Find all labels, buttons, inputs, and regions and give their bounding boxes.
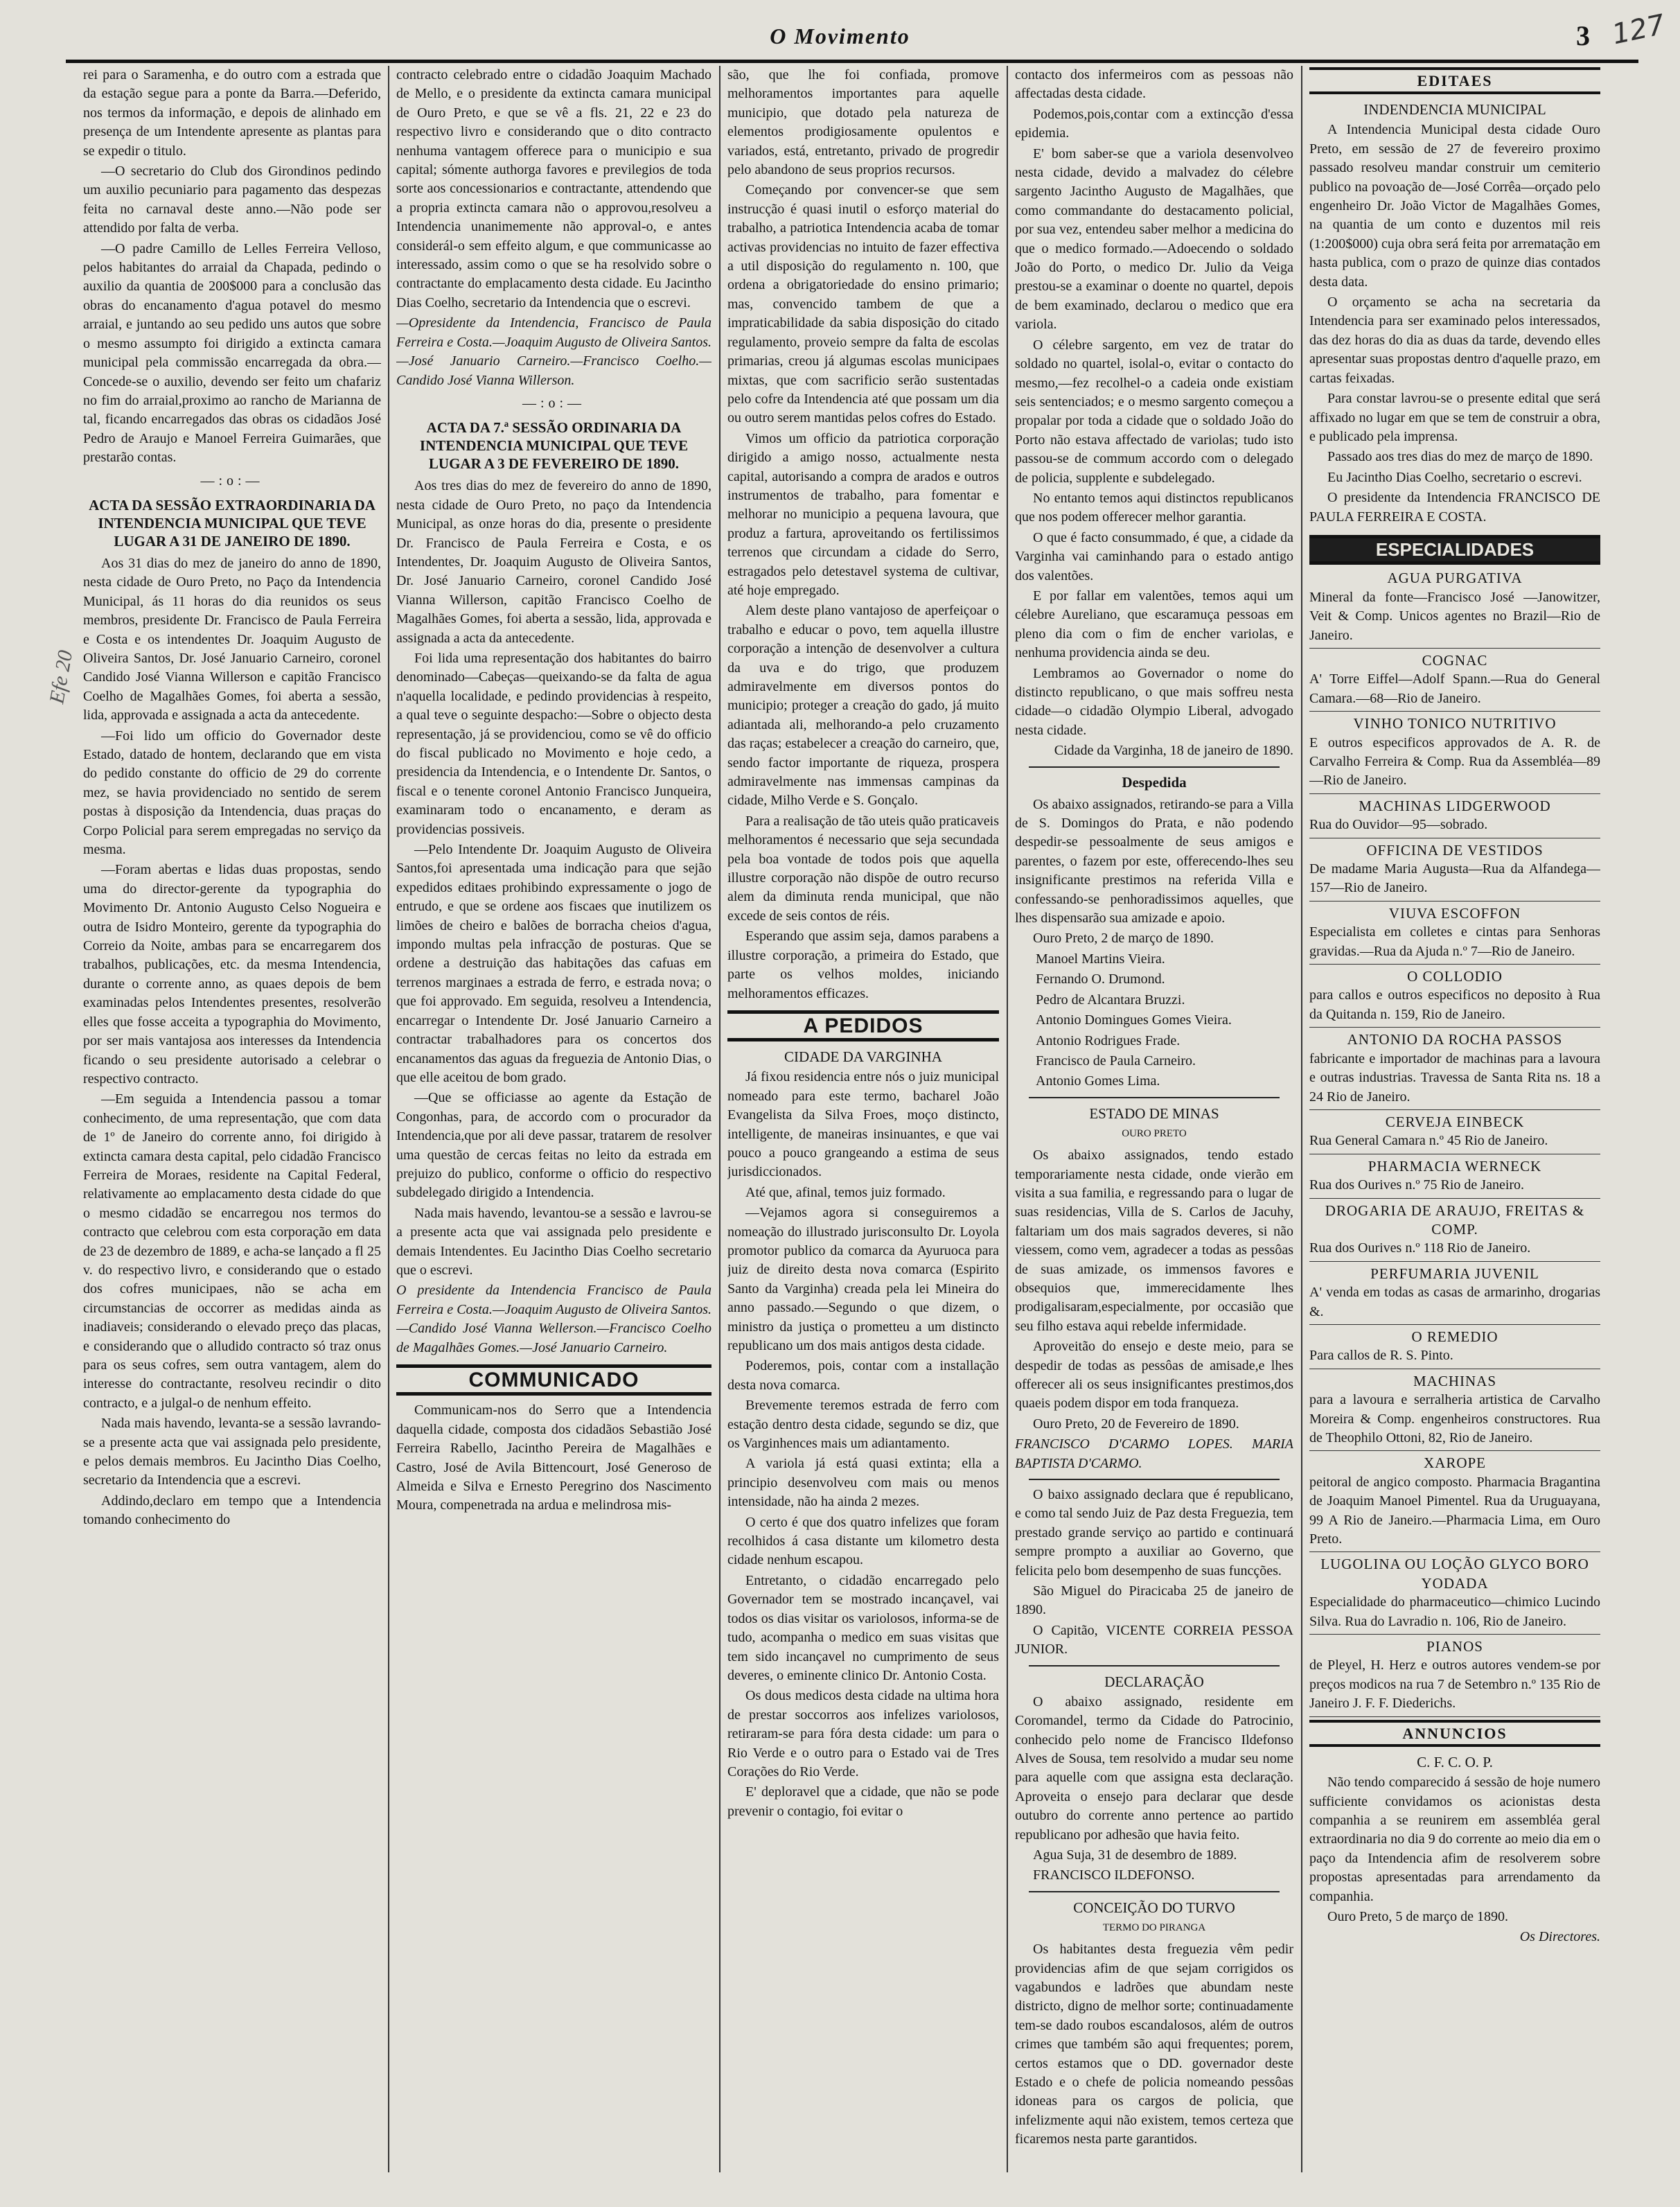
article-heading: CONCEIÇÃO DO TURVO [1073,1899,1235,1916]
ad-body: para callos e outros especificos no deposito à Rua da Quitanda n. 159, Rio de Janeiro. [1309,987,1600,1022]
article-paragraph: E por fallar em valentões, temos aqui um célebre Aureliano, que escaramuça pessoas em pleno dia com o fim de encher variolas, e nenhuma providencia ainda se deu. [1015,588,1293,661]
dateline: Agua Suja, 31 de desembro de 1889. [1033,1847,1237,1863]
advertisement [1309,1157,1600,1199]
dateline: Cidade da Varginha, 18 de janeiro de 1890. [1054,743,1293,759]
article-paragraph: A variola já está quasi extinta; ella a principio desenvolveu com mais ou menos intensidade, não ha ainda 2 mezes. [727,1456,999,1510]
margin-handwriting: Efe 20 [45,648,78,705]
article-paragraph: E' bom saber-se que a variola desenvolveo nesta cidade, devido a malvadez do célebre sargento Jacintho Augusto de Magalhães, que como commandante do destacamento policial, por sua vez, entendeu saber melhor a medicina do que o medico formado.—Adoecendo o soldado João do Porto, o medico Dr. Julio da Veiga prestou-se a examinar o doente no quartel, depois de bem examinado, declarou o medico que era variola. [1015,146,1293,333]
dateline: São Miguel do Piracicaba 25 de janeiro de 1890. [1015,1583,1293,1618]
article-paragraph: Passado aos tres dias do mez de março de 1890. [1327,449,1593,465]
column-1 [83,66,381,2179]
ad-title: MACHINAS LIDGERWOOD [1359,797,1551,814]
article-paragraph: Já fixou residencia entre nós o juiz municipal nomeado para este termo, bacharel João Evangelista da Silva Froes, moço distincto, intelligente, de maneiras insinuantes, e que vai pouco a pouco grangeando a estima de seus jurisdiccionados. [727,1069,999,1180]
column-4 [1015,66,1293,2179]
dateline: Ouro Preto, 20 de Fevereiro de 1890. [1033,1416,1239,1432]
article-heading: ESTADO DE MINAS [1089,1105,1219,1122]
article-paragraph: O abaixo assignado, residente em Coromandel, termo da Cidade do Patrocinio, conhecido pelo nome de Francisco Ildefonso Alves de Sousa, tem resolvido a mudar seu nome para aquelle com que assigna esta declaração. Aproveita o ensejo para declarar que desde outubro do corrente anno pertence ao partido republicano por adhesão que havia feito. [1015,1694,1293,1843]
article-paragraph: No entanto temos aqui distinctos republicanos que nos podem offerecer melhor garantia. [1015,490,1293,525]
ad-title: LUGOLINA OU LOÇÃO GLYCO BORO YODADA [1320,1556,1589,1592]
column-rule [719,66,720,2172]
divider [1029,766,1280,768]
article-paragraph: Brevemente teremos estrada de ferro com estação dentro desta cidade, segundo se diz, que os Varginhences mais um adiantamento. [727,1398,999,1452]
article-paragraph: Os dous medicos desta cidade na ultima hora de prestar soccorros aos infelizes variolosos, retiraram-se para fóra desta cidade: um para o Rio Verde e o outro para o Estado vai de Tres Corações do Rio Verde. [727,1688,999,1779]
article-paragraph: O baixo assignado declara que é republicano, e como tal sendo Juiz de Paz desta Freguezia, tem prestado grande serviço ao partido e continuará sempre prompto a auxiliar ao Governo, que felicita pelo bom desempenho de suas funcções. [1015,1487,1293,1579]
article-paragraph: Entretanto, o cidadão encarregado pelo Governador tem se mostrado incançavel, vai todos os dias visitar os variolosos, informa-se de tudo, acompanha o medico em suas visitas que tem sido incançavel no cumprimento de seus deveres, o eminente clinico Dr. Antonio Costa. [727,1572,999,1683]
article-paragraph: Aproveitão do ensejo e deste meio, para se despedir de todas as pessôas de amisade,e lhes offerecer ali os seus insignificantes prestimos,dos quaeis podem dispor em toda franqueza. [1015,1339,1293,1412]
advertisement [1309,1555,1600,1635]
signatory-name: Antonio Rodrigues Frade. [1036,1032,1181,1048]
advertisement [1309,797,1600,838]
article-paragraph: —Pelo Intendente Dr. Joaquim Augusto de Oliveira Santos,foi apresentada uma indicação para que sejão expedidos editaes prohibindo expressamente o jogo de entrudo, e que se ordene aos fiscaes que inutilizem os limões de cheiro e balões de borracha cheios d'agua, impondo multas pela infracção de posturas. Que se ordene a destruição das habitações das cafuas em terrenos marginaes a estrada de ferro, e estrada nova; o que foi approvado. Em seguida, resolveu a Intendencia, encarregar o Intendente Dr. José Januario Carneiro a contractar trabalhadores para os concertos dos encanamentos das aguas da freguezia de Antonio Dias, o que elle aceitou de bom grado. [396,842,711,1085]
advertisement [1309,904,1600,965]
article-subheading: OURO PRETO [1122,1127,1187,1139]
ad-body: Rua do Ouvidor—95—sobrado. [1309,817,1488,833]
article-paragraph: —O secretario do Club dos Girondinos pedindo um auxilio pecuniario para pagamento das despezas feita no carnaval deste anno.—Não pode ser attendido por falta de verba. [83,164,381,236]
signatory-name: Antonio Gomes Lima. [1036,1073,1160,1089]
column-5 [1309,66,1600,2179]
ad-title: XAROPE [1423,1454,1486,1472]
ad-body: peitoral de angico composto. Pharmacia Bragantina de Joaquim Manoel Pimentel. Rua da Uruguayana, 99 A Rio de Janeiro.—Pharmacia Lima, em Ouro Preto. [1309,1474,1600,1547]
ad-title: O REMEDIO [1411,1328,1498,1345]
ad-body: de Pleyel, H. Herz e outros autores vendem-se por preços modicos na rua 7 de Setembro n.º 135 Rio de Janeiro J. F. F. Diederichs. [1309,1658,1600,1712]
article-paragraph: —Foram abertas e lidas duas propostas, sendo uma do director-gerente da typographia do Movimento Dr. Antonio Augusto Celso Nogueira e outra de Isidro Monteiro, gerente da typographia do Correio da Noite, ambas para se encarregarem dos trabalhos, publicações, etc. da mesma Intendencia, durante o corrente anno, as quaes depois de bem examinadas pelos Intendentes presentes, resolverão elles que fosse acceita a typographia do Movimento, por ser mais vantajosa aos interesses da Intendencia ficando o seu presidente autorisado a celebrar o respectivo contracto. [83,862,381,1087]
article-paragraph: Para a realisação de tão uteis quão praticaveis melhoramentos é necessario que seja secundada pela boa vontade de todos pois que aquella illustre corporação não dispõe de outro recurso alem da diminuta renda municipal, que não excede de seis contos de réis. [727,813,999,924]
article-heading: C. F. C. O. P. [1417,1754,1493,1771]
advertisement [1309,1113,1600,1154]
ad-body: Para callos de R. S. Pinto. [1309,1348,1453,1364]
section-divider: —:o:— [200,473,264,489]
article-paragraph: O célebre sargento, em vez de tratar do soldado no quartel, isolal-o, evitar o contacto do mesmo,—fez recolhel-o a cadeia onde existiam seis sentenciados; e o mesmo sargento começou a propalar por toda a cidade que o soldado João do Porto não estava affectado de variolas; tudo isto passou-se de commum accordo com o delegado de policia, supplente e subdelegado. [1015,337,1293,486]
ad-body: Especialidade do pharmaceutico—chimico Lucindo Silva. Rua do Lavradio n. 106, Rio de Janeiro. [1309,1594,1600,1629]
article-paragraph: —Vejamos agora si conseguiremos a nomeação do illustrado jurisconsulto Dr. Loyola promotor publico da comarca da Ayuruoca para juiz de direito desta nova comarca (Espirito Santo da Varginha) creada pela lei Mineira do anno passado.—Segundo o que dizem, o ministro da justiça o prometteu a um distincto republicano um dos mais antigos desta cidade. [727,1205,999,1353]
ad-title: MACHINAS [1413,1372,1496,1389]
ad-body: E outros especificos approvados de A. R. de Carvalho Ferreira & Comp. Rua da Assembléa—89—Rio de Janeiro. [1309,735,1600,789]
article-paragraph: —Que se officiasse ao agente da Estação de Congonhas, para, de accordo com o procurador da Intendencia,que por ali deve passar, tratarem de resolver uma questão de cercas feitas no leito da estrada em prejuizo do publico, conforme o officio do respectivo subdelegado dirigido a Intendencia. [396,1090,711,1201]
article-heading: CIDADE DA VARGINHA [784,1048,942,1066]
article-paragraph: Eu Jacintho Dias Coelho, secretario o escrevi. [1327,469,1582,485]
ad-body: para a lavoura e serralheria artistica de Carvalho Moreira & Comp. engenheiros constructores. Rua de Theophilo Ottoni, 82, Rio de Janeiro. [1309,1392,1600,1445]
advertisement [1309,967,1600,1028]
article-paragraph: —O padre Camillo de Lelles Ferreira Velloso, pelos habitantes do arraial da Chapada, pedindo o auxilio da quantia de 200$000 para a conclusão das obras do encanamento d'agua potavel do mesmo arraial, e juntando ao seu pedido uns autos que sobre o mesmo assumpto foi dirigido a extincta camara municipal pela commissão encarregada da obra.—Concede-se o auxilio, devendo ser feito um chafariz no fim do arraial,proximo ao rancho de Marianna de tal, ficando encarregados das obras os cidadãos José Pedro de Araujo e Manoel Ferreira Guimarães, que prestarão contas. [83,240,381,466]
ad-title: ANTONIO DA ROCHA PASSOS [1347,1031,1563,1048]
signatures: —Opresidente da Intendencia, Francisco de Paula Ferreira e Costa.—Joaquim Augusto de Oliveira Santos.—José Januario Carneiro.—Francisco Coelho.—Candido José Vianna Willerson. [396,315,711,388]
advertisement [1309,1202,1600,1262]
column-rule [1301,66,1302,2172]
advertisement [1309,569,1600,649]
advertisement [1309,1328,1600,1369]
advertisement [1309,651,1600,712]
signatures: O Capitão, VICENTE CORREIA PESSOA JUNIOR. [1015,1622,1293,1658]
article-paragraph: O presidente da Intendencia FRANCISCO DE PAULA FERREIRA E COSTA. [1309,490,1600,525]
divider [1029,1479,1280,1480]
section-divider: —:o:— [522,395,586,411]
ad-title: OFFICINA DE VESTIDOS [1366,841,1544,859]
ad-title: PERFUMARIA JUVENIL [1370,1265,1539,1282]
article-paragraph: A Intendencia Municipal desta cidade Ouro Preto, em sessão de 27 de fevereiro proximo passado resolveu mandar construir um cemiterio publico na povoação de—José Corrêa—orçado pelo engenheiro Dr. João Victor de Magalhães Gomes, na quantia de um conto e duzentos mil reis (1:200$000) cuja obra será feita por arrematação em hasta publica, com o prazo de quinze dias contados desta data. [1309,122,1600,290]
column-rule [388,66,389,2172]
article-paragraph: Aos tres dias do mez de fevereiro do anno de 1890, nesta cidade de Ouro Preto, no paço da Intendencia Municipal, as onze horas do dia, presente o presidente Dr. Francisco de Paula Ferreira e Costa, e os Intendentes, Dr. Joaquim Augusto de Oliveira Santos, Dr. José Januario Carneiro, coronel Candido José Vianna Willerson, capitão Francisco Coelho de Magalhães Gomes, foi aberta a sessão, lida, approvada e assignada a acta da antecedente. [396,478,711,646]
divider [1029,1665,1280,1667]
advertisement [1309,1030,1600,1110]
article-paragraph: Começando por convencer-se que sem instrucção é quasi inutil o esforço material do trabalho, a patriotica Intendencia acaba de tomar activas providencias no intuito de fazer effectiva a util disposição do regulamento n. 100, que ordena a obrigatoriedade do ensino primario; mas, convencido tambem de que a impraticabilidade da sabia disposição do citado regulamento, proveio sempre da falta de escolas primarias, creou já algumas escolas municipaes mixtas, que com sacrificio serão sustentadas pelo cofre da Intendencia até que possam um dia ou outro serem mantidas pelos cofres do Estado. [727,182,999,426]
advertisement [1309,714,1600,794]
ad-body: Rua General Camara n.º 45 Rio de Janeiro. [1309,1133,1548,1149]
advertisement [1309,1454,1600,1552]
article-paragraph: Não tendo comparecido á sessão de hoje numero sufficiente convidamos os acionistas desta companhia a se reunirem em assembléa geral extraordinaria no dia 9 do corrente ao meio dia em o paço da Intendencia afim de resolverem sobre propostas apresentadas para arrendamento da companhia. [1309,1775,1600,1904]
ad-title: O COLLODIO [1407,968,1503,985]
advertisement [1309,1637,1600,1717]
signatures: Os Directores. [1519,1929,1600,1945]
dateline: Ouro Preto, 5 de março de 1890. [1327,1908,1509,1924]
article-subheading: TERMO DO PIRANGA [1102,1922,1206,1933]
ad-body: fabricante e importador de machinas para a lavoura e outras industrias. Travessa de Santa Rita ns. 18 a 24 Rio de Janeiro. [1309,1050,1600,1105]
column-2 [396,66,711,2179]
ad-title: PHARMACIA WERNECK [1368,1157,1542,1175]
ad-body: De madame Maria Augusta—Rua da Alfandega—157—Rio de Janeiro. [1309,861,1600,896]
article-paragraph: Addindo,declaro em tempo que a Intendencia tomando conhecimento do [83,1493,381,1528]
article-paragraph: —Em seguida a Intendencia passou a tomar conhecimento, de uma representação, que com data de 1º de Janeiro do corrente anno, foi dirigido à extincta camara desta capital, pelo cidadão Francisco Ferreira de Moraes, residente na Capital Federal, relativamente ao emplacamento desta cidade do que o mesmo cidadão se encarregou nos termos do contracto que celebrou com esta corporação em data de 23 de dezembro de 1889, e acha-se lançado a fl 25 v. do respectivo livro, e considerando que o estado dos cofres municipaes, não se acha em circumstancias de occorrer as medidas ainda as inadiaveis; considerando o elevado preço das placas, e considerando que o alludido contracto só traz onus para os seus cofres, sem outra vantagem, alem do interesse do contractante, resolveu recindir o dito contracto, e a julgal-o de nenhum effeito. [83,1091,381,1411]
signatures: FRANCISCO ILDEFONSO. [1033,1867,1195,1883]
ad-title: CERVEJA EINBECK [1385,1113,1525,1130]
ad-body: Rua dos Ourives n.º 118 Rio de Janeiro. [1309,1240,1531,1256]
newspaper-title: O Movimento [770,24,910,49]
divider [1029,1891,1280,1892]
signatory-name: Francisco de Paula Carneiro. [1036,1053,1196,1069]
article-paragraph: E' deploravel que a cidade, que não se pode prevenir o contagio, foi evitar o [727,1784,999,1819]
ad-title: COGNAC [1422,651,1488,669]
article-paragraph: O certo é que dos quatro infelizes que foram recolhidos á casa distante um kilometro desta cidade nenhum escapou. [727,1514,999,1568]
dateline: Ouro Preto, 2 de março de 1890. [1033,931,1214,947]
section-header-annuncios: ANNUNCIOS [1309,1720,1600,1747]
article-paragraph: Foi lida uma representação dos habitantes do bairro denominado—Cabeças—queixando-se da falta de agua n'aquella localidade, e pedindo providencias à respeito, a qual teve o seguinte despacho:—Sobre o objecto desta representação, já se providenciou, como se vê do officio do fiscal publicado no Movimento e hoje cedo, a presidencia da Intendencia, e o Intendente Dr. Santos, o fiscal e o tenente coronel Antonio Francisco Junqueira, examinaram todo o encanamento, e deram as providencias possiveis. [396,650,711,837]
ad-body: Rua dos Ourives n.º 75 Rio de Janeiro. [1309,1177,1525,1193]
advertisement [1309,841,1600,902]
signatures: O presidente da Intendencia Francisco de Paula Ferreira e Costa.—Joaquim Augusto de Oliveira Santos.—Candido José Vianna Wellerson.—Francisco Coelho de Magalhães Gomes.—José Januario Carneiro. [396,1283,711,1355]
signatures: FRANCISCO D'CARMO LOPES. MARIA BAPTISTA D'CARMO. [1015,1436,1293,1471]
section-header-especialidades: ESPECIALIDADES [1309,535,1600,565]
signatory-name: Manoel Martins Vieira. [1036,951,1165,967]
column-rule [1007,66,1008,2172]
article-paragraph: Esperando que assim seja, damos parabens a illustre corporação, a primeira do Estado, que parte os velhos moldes, iniciando melhoramentos efficazes. [727,929,999,1001]
article-paragraph: Podemos,pois,contar com a extincção d'essa epidemia. [1015,106,1293,141]
ad-title: VINHO TONICO NUTRITIVO [1353,715,1557,732]
article-heading: ACTA DA SESSÃO EXTRAORDINARIA DA INTENDENCIA MUNICIPAL QUE TEVE LUGAR A 31 DE JANEIRO DE 1890. [89,496,375,549]
article-paragraph: Alem deste plano vantajoso de aperfeiçoar o trabalho e educar o povo, tem aquella illustre corporação a intenção de desenvolver a cultura da uva e do trigo, que produzem admiravelmente em diversos pontos do municipio; proteger a creação do gado, já muito adiantada ali, melhorando-a pelo cruzamento das raças; estabelecer a creação do carneiro, que, sendo factor importante de riqueza, prospera admiravelmente nas immensas campinas da cidade, Milho Verde e S. Gonçalo. [727,603,999,809]
article-paragraph: —Foi lido um officio do Governador deste Estado, datado de hontem, declarando que em vista do pedido constante do officio de 29 do corrente mez, se havia providenciado no sentido de serem postas à disposição da Intendencia, duas praças do Corpo Policial para serem empregadas no serviço da mesma. [83,728,381,858]
header-rule [66,60,1638,63]
ad-title: DROGARIA DE ARAUJO, FREITAS & COMP. [1325,1202,1585,1238]
ad-title: PIANOS [1426,1638,1483,1655]
article-paragraph: Os abaixo assignados, retirando-se para a Villa de S. Domingos do Prata, e não podendo despedir-se pessoalmente de seus amigos e parentes, o fazem por este, offerecendo-lhes seu insignificante prestimos na referida Villa e confessando-se penhoradissimos aquelles, que lhes dispensarão sua amizade e apoio. [1015,796,1293,926]
section-header-communicado: COMMUNICADO [396,1364,711,1396]
signatory-list [1015,950,1293,1091]
article-paragraph: Até que, afinal, temos juiz formado. [745,1184,946,1200]
ad-body: A' Torre Eiffel—Adolf Spann.—Rua do General Camara.—68—Rio de Janeiro. [1309,671,1600,706]
page-number: 3 [1576,20,1590,51]
section-header-a-pedidos: A PEDIDOS [727,1010,999,1041]
handwritten-page-mark: 127 [1609,8,1668,51]
article-heading: ACTA DA 7.ª SESSÃO ORDINARIA DA INTENDENCIA MUNICIPAL QUE TEVE LUGAR A 3 DE FEVEREIRO DE 1890. [419,419,689,473]
ad-title: AGUA PURGATIVA [1387,570,1523,587]
advertisement [1309,1372,1600,1452]
divider [1029,1097,1280,1098]
signatory-name: Pedro de Alcantara Bruzzi. [1036,992,1185,1008]
article-paragraph: Poderemos, pois, contar com a installação desta nova comarca. [727,1358,999,1393]
column-3 [727,66,999,2179]
ad-title: VIUVA ESCOFFON [1388,904,1521,922]
article-heading: Despedida [1122,773,1187,791]
article-paragraph: Aos 31 dias do mez de janeiro do anno de 1890, nesta cidade de Ouro Preto, no Paço da Intendencia Municipal, ás 11 horas do dia reunidos os seus membros, presidente Dr. Francisco de Paula Ferreira e Costa e os intendentes Dr. Joaquim Augusto de Oliveira Santos, Dr. José Januario Carneiro, coronel Candido José Vianna Willerson e capitão Francisco Coelho de Magalhães Gomes, foi aberta a sessão, lida, approvada e assignada a acta da antecedente. [83,555,381,723]
ad-body: A' venda em todas as casas de armarinho, drogarias &. [1309,1285,1600,1319]
article-paragraph: O orçamento se acha na secretaria da Intendencia para ser examinado pelos interessados, das dez horas do dia as duas da tarde, devendo elles apresentar suas propostas dentro d'aquelle prazo, em cartas feixadas. [1309,294,1600,386]
ad-body: Mineral da fonte—Francisco José —Janowitzer, Veit & Comp. Unicos agentes no Brazil—Rio de Janeiro. [1309,589,1600,643]
signatory-name: Fernando O. Drumond. [1036,971,1165,987]
article-paragraph: rei para o Saramenha, e do outro com a estrada que da estação segue para a ponte da Barra.—Deferido, nos termos da informação, e depois de alinhado em presença de um Intendente apresente as plantas para se expedir o titulo. [83,67,381,159]
article-paragraph: são, que lhe foi confiada, promove melhoramentos importantes para aquelle municipio, que dotado pela natureza de elementos prodigiosamente opulentos e variados, está, entretanto, privado de progredir pelo abandono de seus proprios recursos. [727,67,999,178]
article-paragraph: contracto celebrado entre o cidadão Joaquim Machado de Mello, e o presidente da extincta camara municipal de Ouro Preto, e que se vê a fls. 21, 22 e 23 do respectivo livro e considerando que o dito contracto nenhuma vantagem offerece para o municipio e sua capital; sómente authorga favores e previlegios de toda sorte aos concessionarios e contractante, attendendo que a propria extincta camara não o approvou,resolveu a Intendencia unanimemente não approval-o, e antes considerál-o sem effeito algum, e que communicasse ao interessado, assim como o que se ha resolvido sobre o contractante do emplacamento desta cidade. Eu Jacintho Dias Coelho, secretario da Intendencia que o escrevi. [396,67,711,310]
advertisement [1309,1265,1600,1325]
article-paragraph: Nada mais havendo, levanta-se a sessão lavrando-se a presente acta que vai assignada pelo presidente, e pelos demais membros. Eu Jacintho Dias Coelho, secretario da Intendencia que a escrevi. [83,1416,381,1488]
article-paragraph: contacto dos infermeiros com as pessoas não affectadas desta cidade. [1015,67,1293,102]
article-paragraph: Lembramos ao Governador o nome do distincto republicano, o que mais soffreu nesta cidade—o cidadão Olympio Liberal, advogado nesta cidade. [1015,665,1293,738]
article-heading: INDENDENCIA MUNICIPAL [1363,101,1546,118]
article-heading: DECLARAÇÃO [1104,1673,1204,1690]
article-paragraph: Communicam-nos do Serro que a Intendencia daquella cidade, composta dos cidadãos Sebastião José Ferreira Rabello, Jacintho Pereira de Magalhães e Castro, José de Avila Bittencourt, José Generoso de Almeida e Silva e Ernesto Peregrino dos Nascimento Moura, compenetrada na ardua e melindrosa mis- [396,1403,711,1513]
article-paragraph: Vimos um officio da patriotica corporação dirigido a amigo nosso, actualmente nesta capital, autorisando a compra de arados e outros instrumentos de trabalho, para fomentar e melhorar no municipio a pequena lavoura, que produz a fartura, aproveitando os fertilissimos terrenos que circundam a cidade do Serro, estragados pelo detestavel systema de cultivar, até hoje empregado. [727,430,999,598]
signatory-name: Antonio Domingues Gomes Vieira. [1036,1012,1232,1028]
masthead [0,0,1680,64]
article-paragraph: Os abaixo assignados, tendo estado temporariamente nesta cidade, onde vierão em visita a sua familia, e regressando para o lugar de suas residencias, Villa de S. Carlos de Jacuhy, faltariam um dos mais sagrados deveres, si não viessem, como vem, agradecer a todas as pessôas de suas amizade, os immensos favores e obsequios que, immerecidamente lhes prodigalisaram,especialmente, por occasião que seu filho estava aqui rebelde infermidade. [1015,1148,1293,1334]
article-paragraph: O que é facto consummado, é que, a cidade da Varginha vai caminhando para o estado antigo dos valentões. [1015,529,1293,583]
ad-body: Especialista em colletes e cintas para Senhoras gravidas.—Rua da Ajuda n.º 7—Rio de Janeiro. [1309,924,1600,959]
section-header-editaes: EDITAES [1309,67,1600,94]
article-paragraph: Nada mais havendo, levantou-se a sessão e lavrou-se a presente acta que vai assignada pelo presidente e demais Intendentes. Eu Jacintho Dias Coelho secretario que o escrevi. [396,1205,711,1278]
article-paragraph: Para constar lavrou-se o presente edital que será affixado no lugar em que se tem de construir a obra, e publicado pela imprensa. [1309,391,1600,444]
article-paragraph: Os habitantes desta freguezia vêm pedir providencias afim de que sejam corrigidos os vagabundos e ladrões que abundam neste districto, digno de melhor sorte; continuadamente tem-se dado roubos escandalosos, além de outros crimes que também são aqui frequentes; porem, certos estamos que o DD. governador deste Estado e o chefe de policia nomeando pessôas idoneas para os cargos de policia, que infelizmente aqui não existem, temos certeza que ficaremos nesta parte garantidos. [1015,1942,1293,2147]
